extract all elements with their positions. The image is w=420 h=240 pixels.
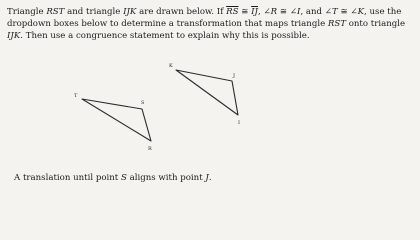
triangle-rst (74, 93, 152, 152)
congruent-symbol: ≅ ∠ (277, 7, 298, 17)
triangle-rst-name: RST (327, 19, 346, 30)
point-s: S (120, 173, 127, 183)
answer-text: A translation until point (14, 173, 121, 183)
vertex-label-k: K (169, 63, 173, 69)
prompt-text: and triangle (64, 7, 124, 17)
angle-i: I (297, 7, 301, 17)
answer-statement (14, 172, 414, 184)
triangle-ijk (169, 63, 240, 126)
answer-text: aligns with point (126, 173, 206, 183)
angle-t: T (332, 7, 338, 17)
segment-rs: $\overline{RS}$ (226, 7, 239, 17)
point-j: J (205, 173, 209, 183)
answer-text: . (208, 173, 212, 183)
segment-ij: $\overline{IJ}$ (251, 7, 258, 17)
prompt-text: Triangle (7, 7, 47, 17)
triangle-ijk-name: IJK (123, 7, 137, 17)
prompt-text: , and ∠ (300, 7, 332, 17)
prompt-text: are drawn below. If (136, 7, 227, 17)
prompt-text: , use the dropdown boxes below to determine a transformation that maps triangle (7, 7, 402, 30)
triangle-rst-name: RST (46, 7, 65, 17)
vertex-label-t: T (74, 93, 78, 99)
vertex-label-r: R (148, 146, 152, 152)
prompt-text: , ∠ (258, 7, 271, 17)
prompt-text: onto triangle (345, 19, 406, 30)
prompt-text: . Then use a congruence statement to explain why this is possible. (20, 31, 310, 42)
vertex-label-j: J (233, 73, 236, 79)
angle-r: R (270, 7, 278, 17)
vertex-label-i: I (238, 120, 240, 126)
angle-k: K (357, 7, 365, 17)
triangle-ijk-name: IJK (7, 31, 21, 42)
congruent-symbol: ≅ (238, 7, 252, 17)
triangle-ijk-shape (176, 70, 238, 115)
congruent-symbol: ≅ ∠ (337, 7, 358, 17)
vertex-label-s: S (141, 100, 145, 106)
